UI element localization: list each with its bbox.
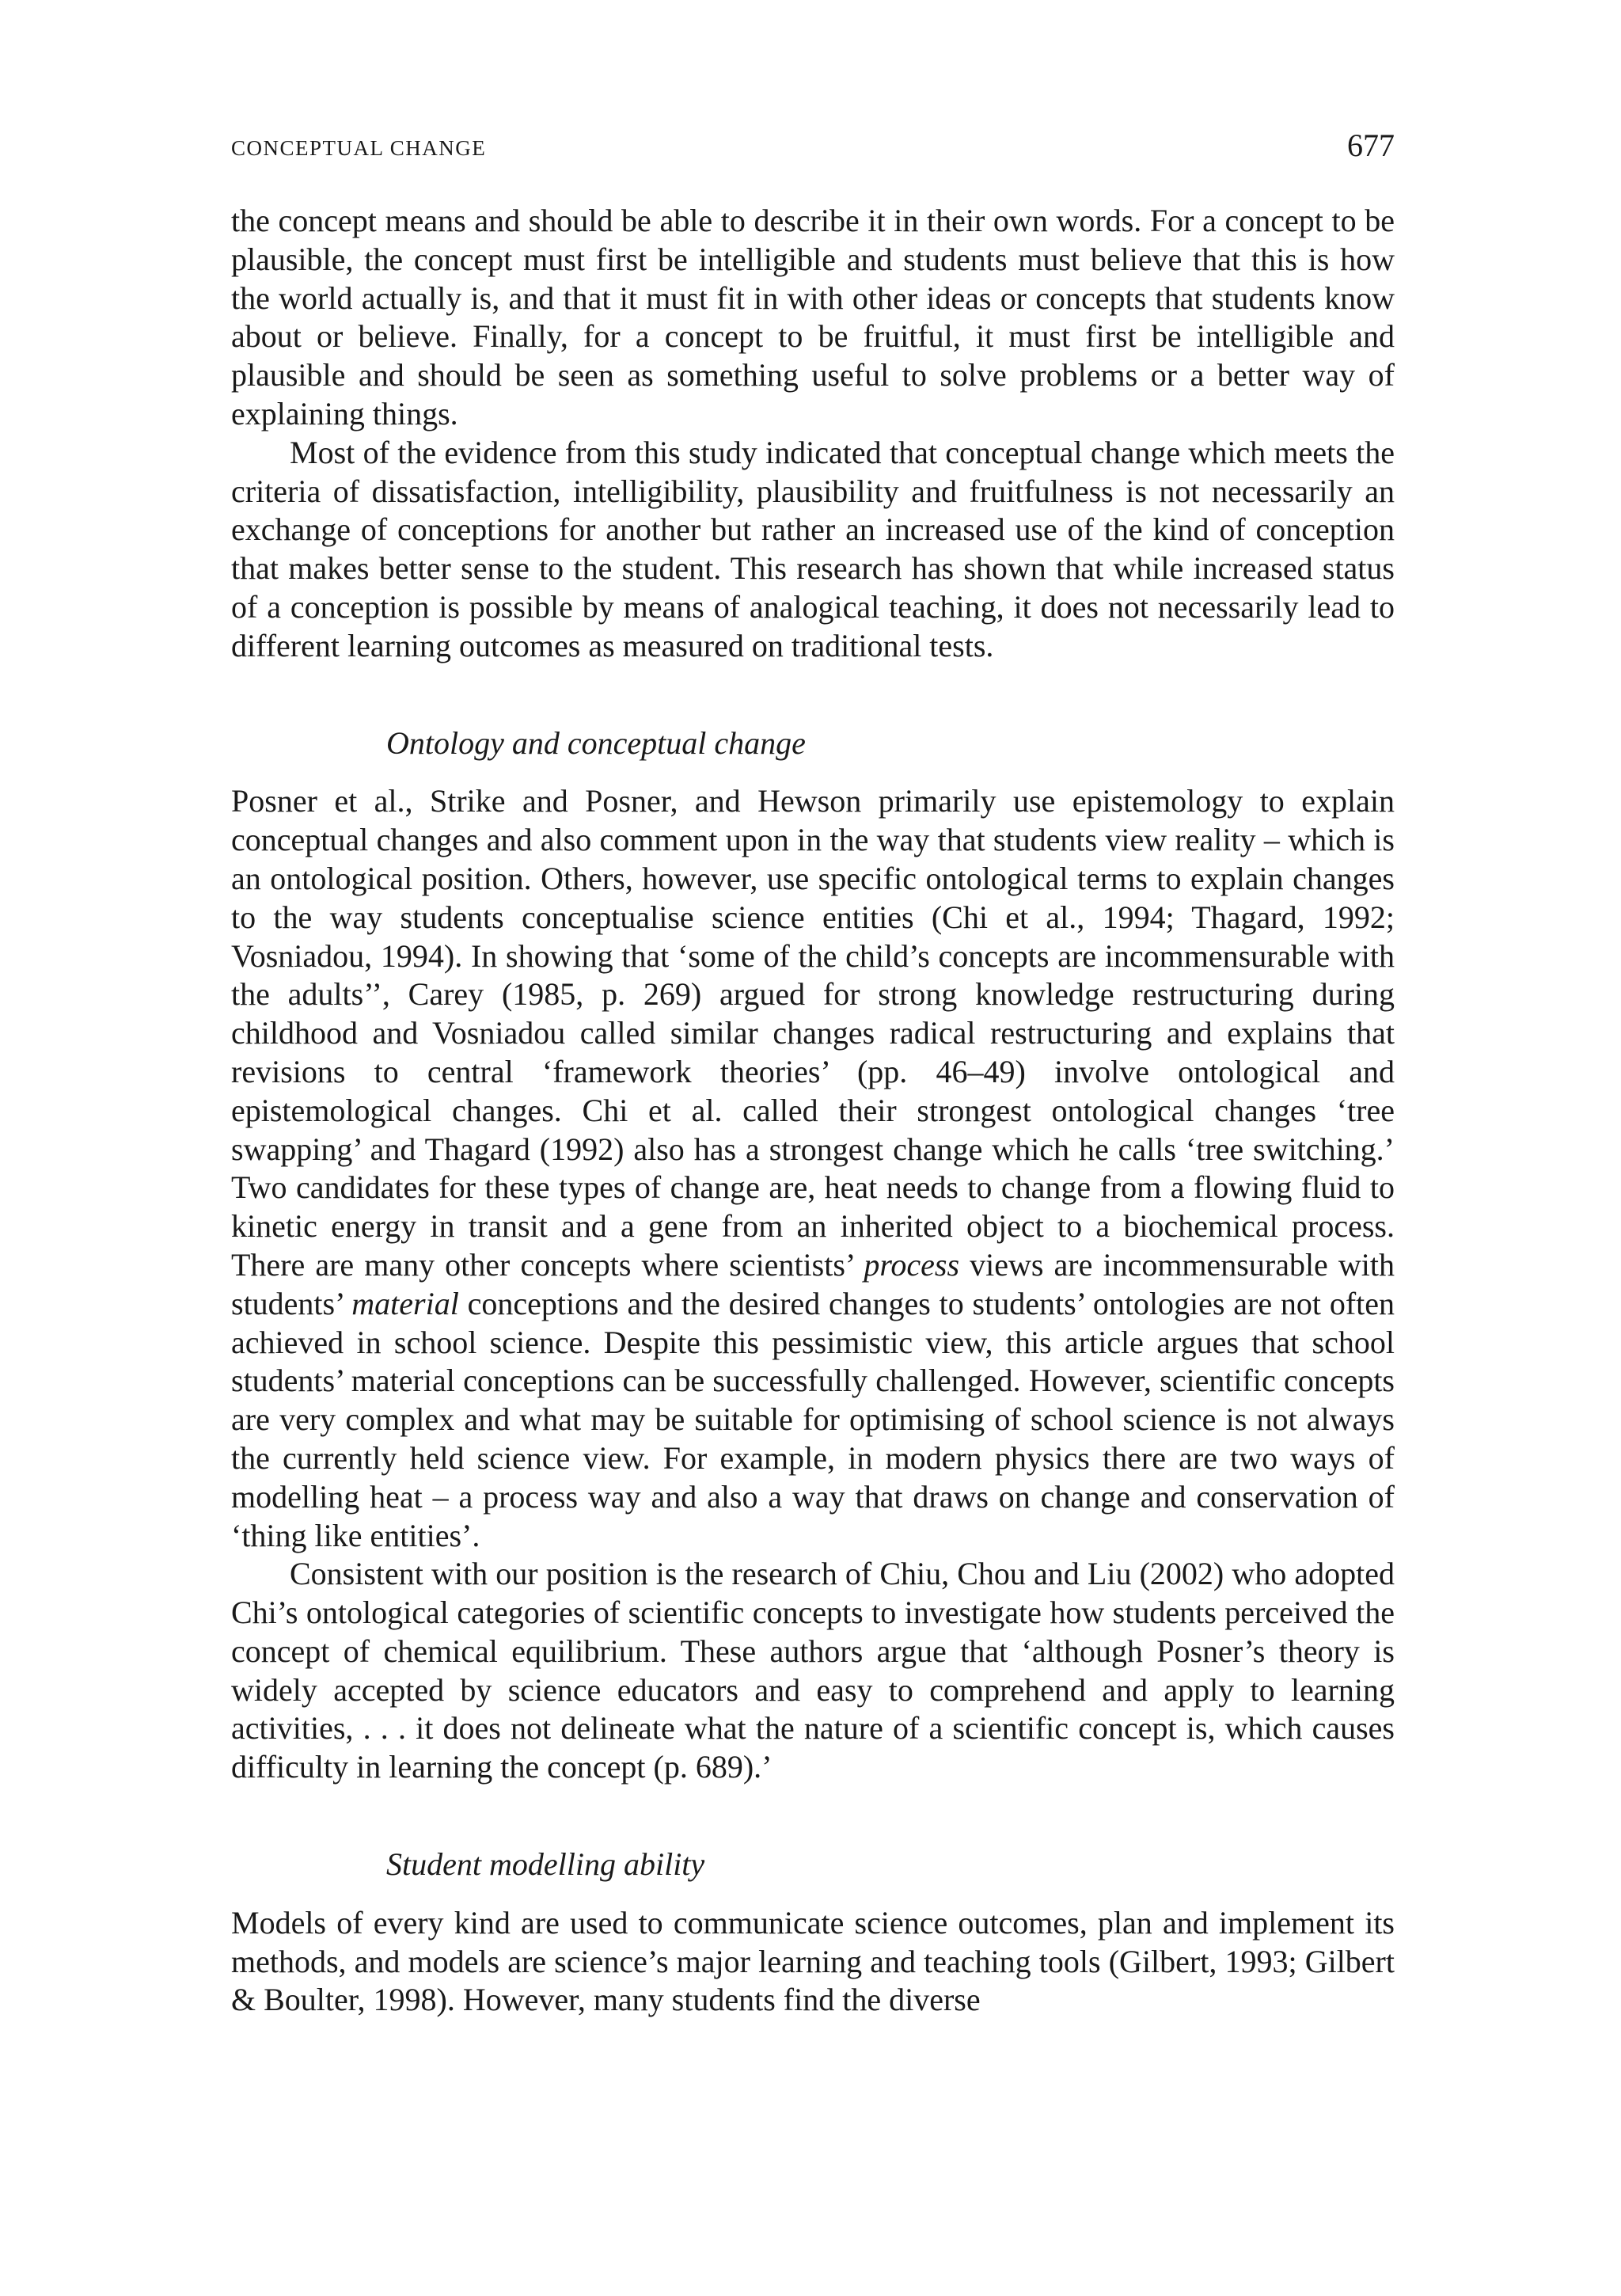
paragraph-3 [231, 782, 1395, 1555]
paragraph-5: Models of every kind are used to communicate science outcomes, plan and implement its methods, and models are science’s major learning and teaching tools (Gilbert, 1993; Gilbert & Boulter, 1998). However, many students find the diverse [231, 1904, 1395, 2018]
section-heading-ontology: Ontology and conceptual change [386, 724, 806, 761]
paragraph-1: the concept means and should be able to describe it in their own words. For a concept to be plausible, the concept must first be intelligible and students must believe that this is how the world actually is, and that it must fit in with other ideas or concepts that students know about or believe. Finally, for a concept to be fruitful, it must first be intelligible and plausible and should be seen as something useful to solve problems or a better way of explaining things. [231, 203, 1395, 431]
page-number: 677 [1347, 127, 1395, 163]
section-heading-modelling: Student modelling ability [386, 1846, 705, 1883]
paragraph-3-part-b: views are incommensurable with students’ [231, 1246, 1395, 1321]
paragraph-3-emphasis-material: material [351, 1285, 459, 1321]
body-text [231, 202, 1395, 2020]
paragraph-2: Most of the evidence from this study indicated that conceptual change which meets the criteria of dissatisfaction, intelligibility, plausibility and fruitfulness is not necessarily an exchange of conceptions for another but rather an increased use of the kind of conception that makes better sense to the student. This research has shown that while increased status of a conception is possible by means of analogical teaching, it does not necessarily lead to different learning outcomes as measured on traditional tests. [231, 434, 1395, 663]
paragraph-4: Consistent with our position is the research of Chiu, Chou and Liu (2002) who adopted Chi’s ontological categories of scientific concepts to investigate how students perceived the concept of chemical equilibrium. These authors argue that ‘although Posner’s theory is widely accepted by science educators and easy to comprehend and apply to learning activities, . . . it does not delineate what the nature of a scientific concept is, which causes difficulty in learning the concept (p. 689).’ [231, 1556, 1395, 1785]
paragraph-3-part-a: Posner et al., Strike and Posner, and Hewson primarily use epistemology to explain conceptual changes and also comment upon in the way that students view reality – which is an ontological position. Others, however, use specific ontological terms to explain changes to the way students conceptualise science entities (Chi et al., 1994; Thagard, 1992; Vosniadou, 1994). In showing that ‘some of the child’s concepts are incommensurable with the adults’’, Carey (1985, p. 269) argued for strong knowledge restructuring during childhood and Vosniadou called similar changes radical restructuring and explains that revisions to central ‘framework theories’ (pp. 46–49) involve ontological and epistemological changes. Chi et al. called their strongest ontological changes ‘tree swapping’ and Thagard (1992) also has a strongest change which he calls ‘tree switching.’ Two candidates for these types of change are, heat needs to change from a flowing fluid to kinetic energy in transit and a gene from an inherited object to a biochemical process. There are many other concepts where scientists’ [231, 783, 1395, 1283]
running-title: CONCEPTUAL CHANGE [231, 136, 487, 160]
paragraph-3-part-c: conceptions and the desired changes to students’ ontologies are not often achieved in school science. Despite this pessimistic view, this article argues that school students’ material conceptions can be successfully challenged. However, scientific concepts are very complex and what may be suitable for optimising of school science is not always the currently held science view. For example, in modern physics there are two ways of modelling heat – a process way and also a way that draws on change and conservation of ‘thing like entities’. [231, 1285, 1395, 1553]
paragraph-3-emphasis-process: process [864, 1246, 960, 1283]
running-head [231, 128, 1395, 166]
